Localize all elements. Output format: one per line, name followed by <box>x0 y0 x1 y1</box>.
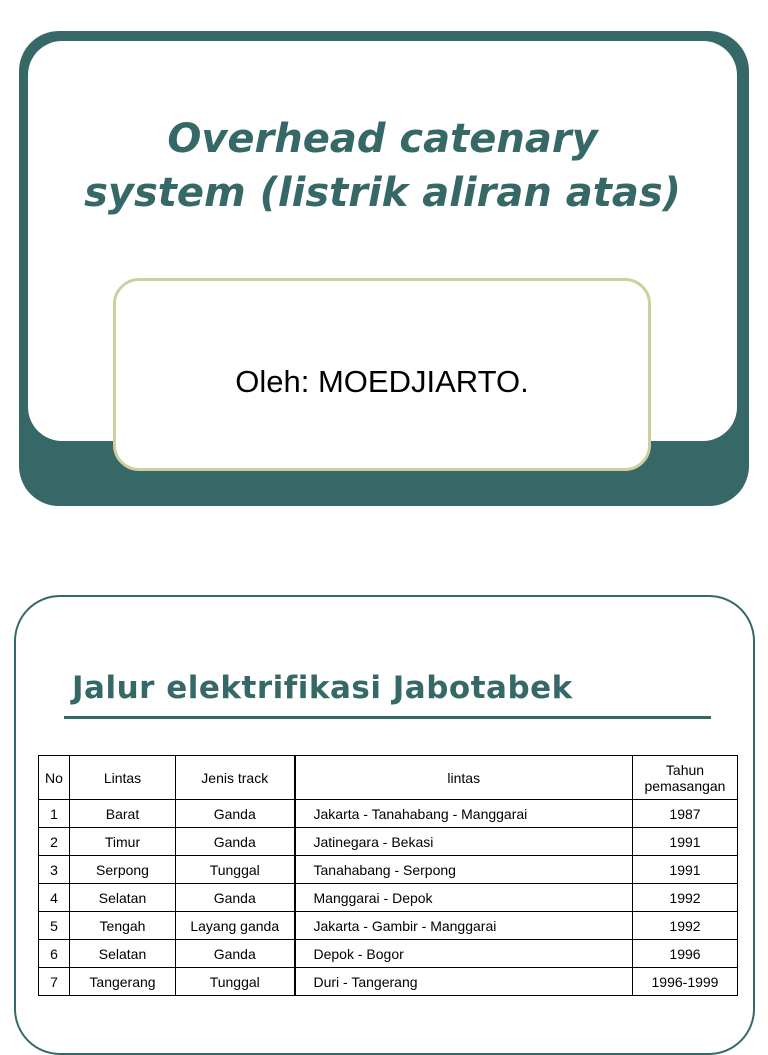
cell-no: 1 <box>39 800 70 828</box>
slide-title <box>28 112 737 220</box>
cell-no: 6 <box>39 940 70 968</box>
cell-lintas: Selatan <box>70 884 176 912</box>
cell-route: Jakarta - Tanahabang - Manggarai <box>295 800 633 828</box>
table-slide-title: Jalur elektrifikasi Jabotabek <box>72 670 573 706</box>
table-header-row <box>39 756 738 800</box>
cell-tahun: 1992 <box>633 884 738 912</box>
cell-tahun: 1992 <box>633 912 738 940</box>
table-row <box>39 968 738 996</box>
cell-tahun: 1991 <box>633 828 738 856</box>
table-row <box>39 940 738 968</box>
cell-lintas: Barat <box>70 800 176 828</box>
title-underline <box>64 716 711 719</box>
header-tahun: Tahun pemasangan <box>633 756 738 800</box>
slide-title-line-1: Overhead catenary <box>167 116 598 162</box>
cell-route: Duri - Tangerang <box>295 968 633 996</box>
cell-lintas: Selatan <box>70 940 176 968</box>
cell-jenis-track: Ganda <box>176 800 295 828</box>
cell-jenis-track: Tunggal <box>176 856 295 884</box>
table-row <box>39 828 738 856</box>
cell-no: 3 <box>39 856 70 884</box>
cell-route: Manggarai - Depok <box>295 884 633 912</box>
cell-tahun: 1996 <box>633 940 738 968</box>
cell-lintas: Tengah <box>70 912 176 940</box>
cell-jenis-track: Ganda <box>176 884 295 912</box>
header-route: lintas <box>295 756 633 800</box>
author-text: Oleh: MOEDJIARTO. <box>235 364 529 399</box>
header-no: No <box>39 756 70 800</box>
cell-jenis-track: Ganda <box>176 828 295 856</box>
cell-no: 4 <box>39 884 70 912</box>
cell-jenis-track: Ganda <box>176 940 295 968</box>
author-box <box>113 278 651 471</box>
table-row <box>39 800 738 828</box>
header-jenis-track: Jenis track <box>176 756 295 800</box>
cell-route: Jatinegara - Bekasi <box>295 828 633 856</box>
cell-lintas: Timur <box>70 828 176 856</box>
table-row <box>39 856 738 884</box>
cell-no: 2 <box>39 828 70 856</box>
table-row <box>39 884 738 912</box>
table-row <box>39 912 738 940</box>
cell-no: 5 <box>39 912 70 940</box>
cell-route: Tanahabang - Serpong <box>295 856 633 884</box>
header-lintas: Lintas <box>70 756 176 800</box>
cell-jenis-track: Layang ganda <box>176 912 295 940</box>
cell-lintas: Serpong <box>70 856 176 884</box>
cell-jenis-track: Tunggal <box>176 968 295 996</box>
slide-title-line-2: system (listrik aliran atas) <box>84 170 681 216</box>
cell-lintas: Tangerang <box>70 968 176 996</box>
cell-tahun: 1996-1999 <box>633 968 738 996</box>
cell-tahun: 1987 <box>633 800 738 828</box>
cell-route: Depok - Bogor <box>295 940 633 968</box>
cell-route: Jakarta - Gambir - Manggarai <box>295 912 633 940</box>
cell-tahun: 1991 <box>633 856 738 884</box>
cell-no: 7 <box>39 968 70 996</box>
electrification-table <box>38 755 738 996</box>
